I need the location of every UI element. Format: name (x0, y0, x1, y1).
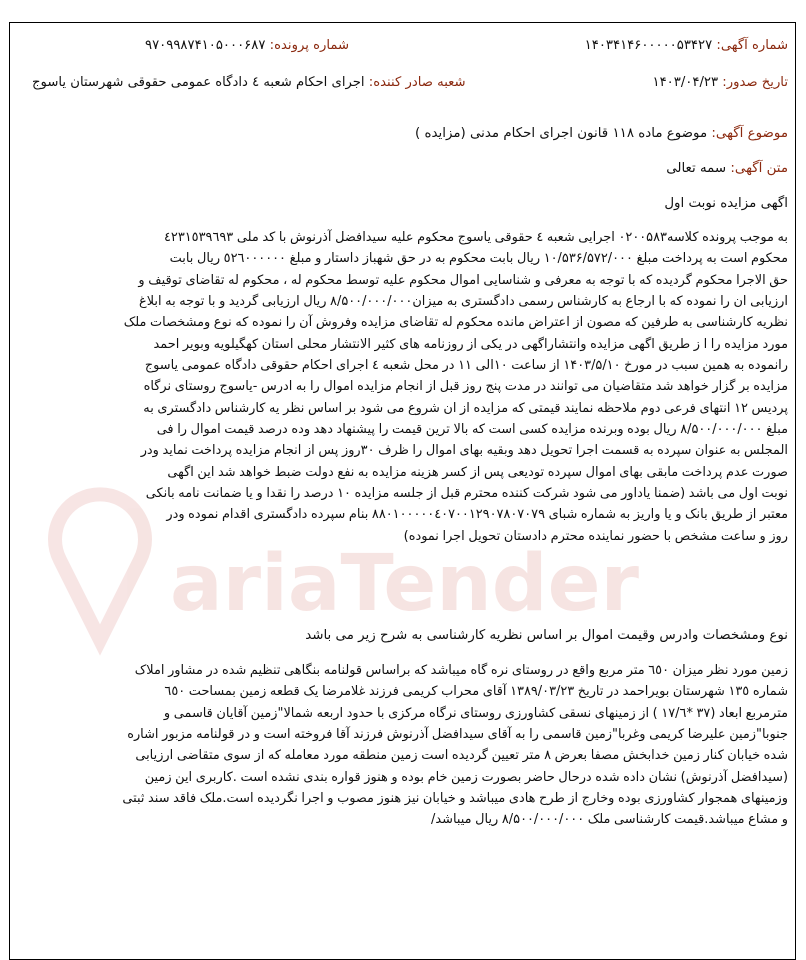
case-number-label: شماره پرونده: (269, 38, 350, 53)
body-line: نوبت اول می باشد (ضمنا یاداور می شود شرکت کننده محترم قبل از جلسه مزایده ۱۰ درصد را نقدا و یا ضمانت نامه بانکی (145, 486, 788, 502)
body-line: روز و ساعت مشخص با حضور نماینده محترم دادستان تحویل اجرا نموده) (403, 528, 788, 544)
notice-subject-label: موضوع آگهی: (711, 126, 788, 141)
notice-text-label: متن آگهی: (730, 161, 788, 176)
auction-body (18, 227, 788, 547)
specs-line: شماره ۱۳٥ شهرستان بویراحمد در تاریخ ۱۳۸۹/۰۳/۲۳ آقای محراب کریمی فرزند غلامرضا یک قطعه زمین بمساحت ٦٥٠ (164, 684, 788, 700)
watermark-text: ariaTender (170, 539, 639, 629)
issue-date-label: تاریخ صدور: (722, 75, 788, 90)
issue-date (653, 76, 789, 89)
body-line: المجلس به عنوان سپرده به قسمت اجرا تحویل دهد وبقیه بهای اموال را ظرف ۳۰روز پس از انجام مزایده پرداخت نماید ودر (140, 443, 788, 459)
specs-line: وزمینهای همجوار کشاورزی بوده وخارج از طرح هادی میباشد و خیابان نیز هنوز مصوب و اجرا نگردیده است.ملک فاقد سند ثبتی (122, 791, 788, 807)
body-line: پردیس ۱۲ انتهای فرعی دوم ملاحظه نمایند قیمتی که مزایده از ان شروع می شود بر اساس نظر یه کارشناس دادگستری به (143, 400, 788, 416)
notice-text (666, 161, 788, 176)
specs-line: جنوبا"زمین علیرضا کریمی وغربا"زمین قاسمی را به آقای سیدافضل آذرنوش فرزند آقا فروخته است و در قولنامه مزبور اشاره (127, 727, 788, 743)
body-line: مزایده بر گزار خواهد شد متقاضیان می توانند در مدت پنج روز قبل از انجام مزایده اموال را به ادرس -یاسوج روستای نرگاه (143, 379, 788, 395)
issuing-branch-label: شعبه صادر کننده: (368, 75, 466, 90)
specs-line: زمین مورد نظر میزان ٦٥٠ متر مربع واقع در روستای نره گاه میباشد که براساس قولنامه بنگاهی تنظیم شده در مشاور املاک (134, 663, 788, 678)
specs-heading: نوع ومشخصات وادرس وقیمت اموال بر اساس نظریه کارشناسی به شرح زیر می باشد (305, 628, 788, 643)
body-line: مورد مزایده را ا ز طریق اگهی مزایده وانتشاراگهی در یکی از روزنامه های کثیر الانتشار محلی استان کهگیلویه وبویر احمد (153, 336, 788, 352)
notice-number-label: شماره آگهی: (716, 38, 788, 53)
notice-subject-value: موضوع ماده ۱۱۸ قانون اجرای احکام مدنی (مزایده ) (415, 126, 708, 141)
body-line: محکوم است به پرداخت مبلغ ۱۰/۵۳۶/۵۷۲/۰۰۰ ریال بابت محکوم به در حق شهباز داستار و مبلغ ٥٢٦٠٠٠٠٠٠ ریال بابت (169, 251, 788, 267)
body-line: مبلغ ۸/۵۰۰/۰۰۰/۰۰۰ ریال بوده وبرنده مزایده کسی است که بالا ترین قیمت را پیشنهاد دهد وده درصد قیمت اموال را فی (156, 422, 788, 438)
body-line: ارزیابی ان را نموده که با ارجاع به کارشناس رسمی دادگستری به میزان۸/۵۰۰/۰۰۰/۰۰۰ ریال ارزیابی گردید و با توجه به ابلاغ (139, 294, 788, 310)
notice-text-value: سمه تعالی (666, 161, 727, 176)
case-number (145, 39, 349, 52)
issue-date-value: ۱۴۰۳/۰۴/۲۳ (652, 75, 719, 90)
issuing-branch-value: اجرای احکام شعبه ٤ دادگاه عمومی حقوقی شهرستان یاسوج (32, 75, 365, 90)
case-number-value: ۹۷۰۹۹۸۷۴۱۰۵۰۰۰۶۸۷ (145, 38, 266, 53)
specs-line: مترمربع ابعاد (۳۷ *۱۷/٦ ) از زمینهای نسقی کشاورزی روستای نرگاه مرکزی با حدود اربعه شمالا"زمین آقایان قاسمی و (163, 705, 788, 721)
auction-heading: اگهی مزایده نوبت اول (664, 196, 788, 211)
body-line: صورت عدم پرداخت مابقی بهای اموال سپرده تودیعی پس از کسر هزینه مزایده به نفع دولت ضبط خواهد شد این اگهی (167, 464, 788, 480)
issuing-branch (32, 76, 466, 89)
notice-subject (415, 126, 788, 141)
property-specs (18, 660, 788, 831)
specs-line: شده خیابان کنار زمین خدابخش مصفا بعرض ۸ متر تعیین گردیده است زمین منطقه مورد معامله که از سوی متقاضی ارزیابی (135, 748, 788, 764)
body-line: معتبر از طریق بانک و یا واریز به شماره شبای ۸۸۰۱۰۰۰۰۰٤٠٧٠٠١٢٩٠٧٨٠٧٠٧٩ بنام سپرده دادگستری اقدام نموده ودر (166, 507, 788, 523)
specs-line: (سیدافضل آذرنوش) نشان داده شده درحال حاضر بصورت زمین خام بوده و هنوز قواره بندی نشده است .کاربری این زمین (144, 769, 788, 785)
body-line: نظریه کارشناسی به طرفین که مصون از اعتراض مانده محکوم له تقاضای مزایده وفروش آن را نموده که نوع ومشخصات ملک (123, 315, 788, 331)
specs-line: و مشاع میباشد.قیمت کارشناسی ملک ۸/۵۰۰/۰۰۰/۰۰۰ ریال میباشد/ (431, 812, 788, 828)
notice-number (585, 39, 788, 52)
body-line: حق الاجرا محکوم گردیده که با توجه به معرفی و شناسایی اموال محکوم علیه توسط محکوم له ، محکوم له تقاضای توقیف و (138, 272, 788, 288)
body-line: رانموده به همین سبب در مورخ ۱۴۰۳/۵/۱۰ از ساعت ۱۰الی ۱۱ در محل شعبه ٤ اجرای احکام حقوقی دادگاه عمومی یاسوج (144, 358, 788, 374)
body-line: به موجب پرونده کلاسه۰۲۰۰۵۸۳ اجرایی شعبه ٤ حقوقی یاسوج محکوم علیه سیدافضل آذرنوش با کد ملی ٤٢٣١٥٣٩٦٩٣ (163, 230, 788, 245)
notice-number-value: ۱۴۰۳۴۱۴۶۰۰۰۰۰۵۳۴۲۷ (584, 38, 713, 53)
